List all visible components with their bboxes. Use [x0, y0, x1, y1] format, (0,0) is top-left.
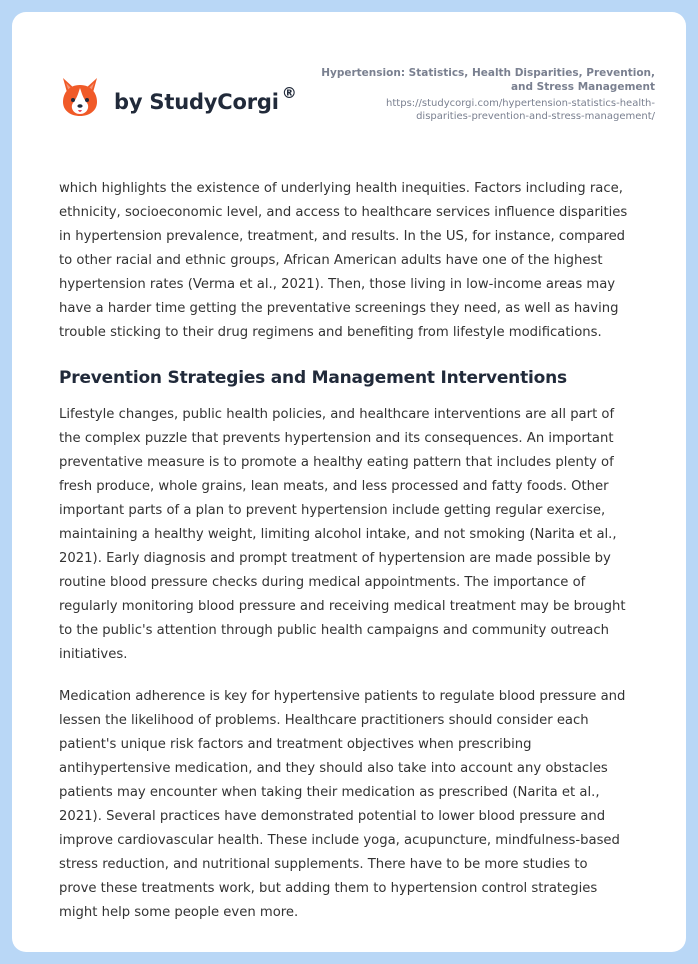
- section-heading: Prevention Strategies and Management Interventions: [59, 368, 567, 388]
- text-line: 2021). Early diagnosis and prompt treatment of hypertension are made possible by: [59, 551, 611, 566]
- text-line: hypertension rates (Verma et al., 2021). Then, those living in low-income areas may: [59, 277, 616, 292]
- paragraph-1: [59, 177, 659, 345]
- text-line: antihypertensive medication, and they should also take into account any obstacles: [59, 761, 608, 776]
- brand-name: by StudyCorgi ®: [114, 83, 297, 114]
- article-body: [59, 177, 659, 925]
- text-line: patients may encounter when taking their medication as prescribed (Narita et al.,: [59, 785, 600, 800]
- text-line: in hypertension prevalence, treatment, and results. In the US, for instance, compared: [59, 229, 626, 244]
- text-line: prove these treatments work, but adding them to hypertension control strategies: [59, 881, 598, 896]
- corgi-logo-icon: [60, 76, 100, 118]
- text-line: trouble sticking to their drug regimens and benefiting from lifestyle modifications.: [59, 325, 602, 340]
- text-line: Lifestyle changes, public health policies, and healthcare interventions are all part of: [59, 407, 615, 422]
- text-line: fresh produce, whole grains, lean meats, and less processed and fatty foods. Other: [59, 479, 609, 494]
- text-line: stress reduction, and nutritional supplements. There have to be more studies to: [59, 857, 588, 872]
- text-line: which highlights the existence of underlying health inequities. Factors including race,: [59, 181, 623, 196]
- text-line: might help some people even more.: [59, 905, 299, 920]
- text-line: Medication adherence is key for hypertensive patients to regulate blood pressure and: [59, 689, 626, 704]
- document-title-line: and Stress Management: [510, 81, 655, 93]
- studycorgi-logo[interactable]: [60, 76, 297, 118]
- text-line: the complex puzzle that prevents hypertension and its consequences. An important: [59, 431, 614, 446]
- text-line: improve cardiovascular health. These include yoga, acupuncture, mindfulness-based: [59, 833, 620, 848]
- document-title-line: Hypertension: Statistics, Health Disparities, Prevention,: [321, 67, 655, 79]
- text-line: 2021). Several practices have demonstrated potential to lower blood pressure and: [59, 809, 606, 824]
- text-line: regularly monitoring blood pressure and receiving medical treatment may be brought: [59, 599, 626, 614]
- text-line: routine blood pressure checks during medical appointments. The importance of: [59, 575, 586, 590]
- document-url[interactable]: [305, 97, 655, 123]
- text-line: patient's unique risk factors and treatment objectives when prescribing: [59, 737, 532, 752]
- text-line: have a harder time getting the preventative screenings they need, as well as having: [59, 301, 619, 316]
- text-line: to the public's attention through public health campaigns and community outreach: [59, 623, 609, 638]
- text-line: lessen the likelihood of problems. Healthcare practitioners should consider each: [59, 713, 589, 728]
- document-title: [305, 66, 655, 94]
- document-meta: [305, 66, 655, 123]
- text-line: important parts of a plan to prevent hypertension include getting regular exercise,: [59, 503, 606, 518]
- text-line: maintaining a healthy weight, limiting alcohol intake, and not smoking (Narita et al.,: [59, 527, 617, 542]
- paragraph-3: [59, 685, 659, 925]
- text-line: to other racial and ethnic groups, African American adults have one of the highest: [59, 253, 603, 268]
- document-url-line[interactable]: disparities-prevention-and-stress-management/: [416, 111, 655, 122]
- text-line: initiatives.: [59, 647, 128, 662]
- trademark-symbol: ®: [281, 83, 297, 102]
- document-url-line[interactable]: https://studycorgi.com/hypertension-statistics-health-: [386, 98, 655, 109]
- document-page: [12, 12, 686, 952]
- paragraph-2: [59, 403, 659, 667]
- text-line: ethnicity, socioeconomic level, and access to healthcare services influence disparities: [59, 205, 628, 220]
- text-line: preventative measure is to promote a healthy eating pattern that includes plenty of: [59, 455, 614, 470]
